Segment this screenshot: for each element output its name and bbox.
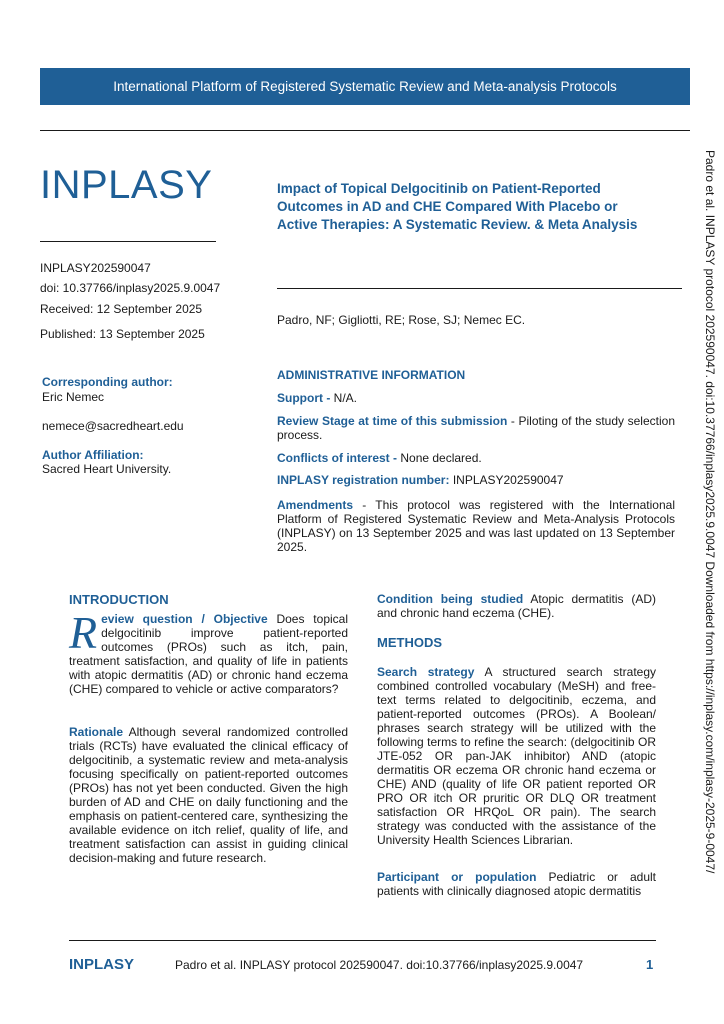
search-strategy-text: A structured search strategy combined controlled vocabulary (MeSH) and free-text terms related to delgocitinib, eczema, and patient-reported outcomes (PROs). A Boolean/ phrases search strategy will be utilized with the following terms to refine the search: (delgocitinib OR JTE-052 OR pan-JAK inhibitor) AND (atopic dermatitis OR eczema OR chronic hand eczema or CHE) AND (quality of life OR patient reported OR PRO OR itch OR pruritic OR DLQ OR treatment satisfaction OR HRQoL OR pain). The search strategy was conducted with the assistance of the University Health Sciences Librarian. [377, 665, 656, 847]
review-question [69, 607, 348, 696]
published-date: Published: 13 September 2025 [40, 327, 205, 341]
methods-heading: METHODS [377, 635, 442, 650]
page-number: 1 [646, 957, 654, 972]
registration-number-value: INPLASY202590047 [449, 473, 564, 487]
vertical-citation-text: Padro et al. INPLASY protocol 202590047. doi:10.37766/inplasy2025.9.0047 Downloaded from https://inplasy.com/inplasy-2025-9-0047/ [703, 150, 717, 874]
introduction-heading: INTRODUCTION [69, 592, 169, 607]
corresponding-author-label: Corresponding author: [42, 375, 173, 389]
support-value: N/A. [330, 391, 357, 405]
participant-text: Pediatric or adult patients with clinically diagnosed atopic dermatitis [377, 870, 656, 898]
amendments [277, 498, 675, 554]
title-line: Outcomes in AD and CHE Compared With Placebo or [277, 199, 618, 214]
corresponding-author-email[interactable]: nemece@sacredheart.edu [42, 419, 184, 433]
rationale-label: Rationale [69, 725, 124, 739]
admin-heading: ADMINISTRATIVE INFORMATION [277, 368, 466, 382]
footer-divider [69, 940, 656, 941]
footer-citation: Padro et al. INPLASY protocol 202590047. doi:10.37766/inplasy2025.9.0047 [175, 958, 584, 972]
drop-cap: R [69, 607, 98, 658]
title-line: Impact of Topical Delgocitinib on Patient-Reported [277, 181, 601, 196]
brand-divider [40, 241, 216, 242]
registration-number-label: INPLASY registration number: [277, 473, 450, 487]
conflicts-label: Conflicts of interest - [277, 451, 398, 465]
journal-banner: International Platform of Registered Systematic Review and Meta-analysis Protocols [40, 68, 690, 105]
condition-studied [377, 592, 656, 620]
participant-label: Participant or population [377, 870, 537, 884]
condition-text: Atopic dermatitis (AD) and chronic hand eczema (CHE). [377, 592, 656, 620]
condition-label: Condition being studied [377, 592, 524, 606]
vertical-citation [698, 150, 718, 910]
author-list: Padro, NF; Gigliotti, RE; Rose, SJ; Nemec EC. [277, 313, 526, 327]
participant-population [377, 870, 656, 898]
corresponding-author-name: Eric Nemec [42, 390, 105, 404]
title-line: Active Therapies: A Systematic Review. & Meta Analysis [277, 217, 638, 232]
received-date: Received: 12 September 2025 [40, 302, 203, 316]
title-divider [277, 288, 682, 289]
footer-brand: INPLASY [69, 956, 135, 973]
review-stage-label: Review Stage at time of this submission [277, 414, 508, 428]
header-divider [40, 130, 690, 131]
article-title [277, 180, 677, 234]
review-question-label: eview question / Objective [101, 612, 268, 626]
amendments-value: - This protocol was registered with the International Platform of Registered Systematic Review and Meta-Analysis Protocols (INPLASY) on 13 September 2025 and was last updated on 13 September 2025. [277, 498, 675, 554]
review-question-text: Does topical delgocitinib improve patient-reported outcomes (PROs) such as itch, pain, treatment satisfaction, and quality of life in patients with atopic dermatitis (AD) or chronic hand eczema (CHE) compared to vehicle or active comparators? [69, 612, 348, 696]
brand-logo: INPLASY [40, 163, 213, 207]
search-strategy [377, 665, 656, 847]
review-stage [277, 414, 675, 442]
conflicts-line [277, 451, 675, 465]
affiliation-label: Author Affiliation: [42, 448, 144, 462]
review-stage-value: - Piloting of the study selection process. [277, 414, 675, 442]
rationale-text: Although several randomized controlled trials (RCTs) have evaluated the clinical efficacy of delgocitinib, a systematic review and meta-analysis focusing specifically on patient-reported outcomes (PROs) has not yet been conducted. Given the high burden of AD and CHE on daily functioning and the emphasis on patient-centered care, synthesizing the available evidence on itch relief, quality of life, and treatment satisfaction can assist in guiding clinical decision-making and future research. [69, 725, 348, 865]
conflicts-value: None declared. [397, 451, 482, 465]
registration-number-line [277, 473, 675, 487]
rationale [69, 725, 348, 865]
amendments-label: Amendments [277, 498, 354, 512]
search-strategy-label: Search strategy [377, 665, 475, 679]
support-line [277, 391, 675, 405]
registration-id: INPLASY202590047 [40, 261, 151, 275]
support-label: Support - [277, 391, 331, 405]
doi: doi: 10.37766/inplasy2025.9.0047 [40, 281, 221, 295]
affiliation-value: Sacred Heart University. [42, 462, 172, 476]
